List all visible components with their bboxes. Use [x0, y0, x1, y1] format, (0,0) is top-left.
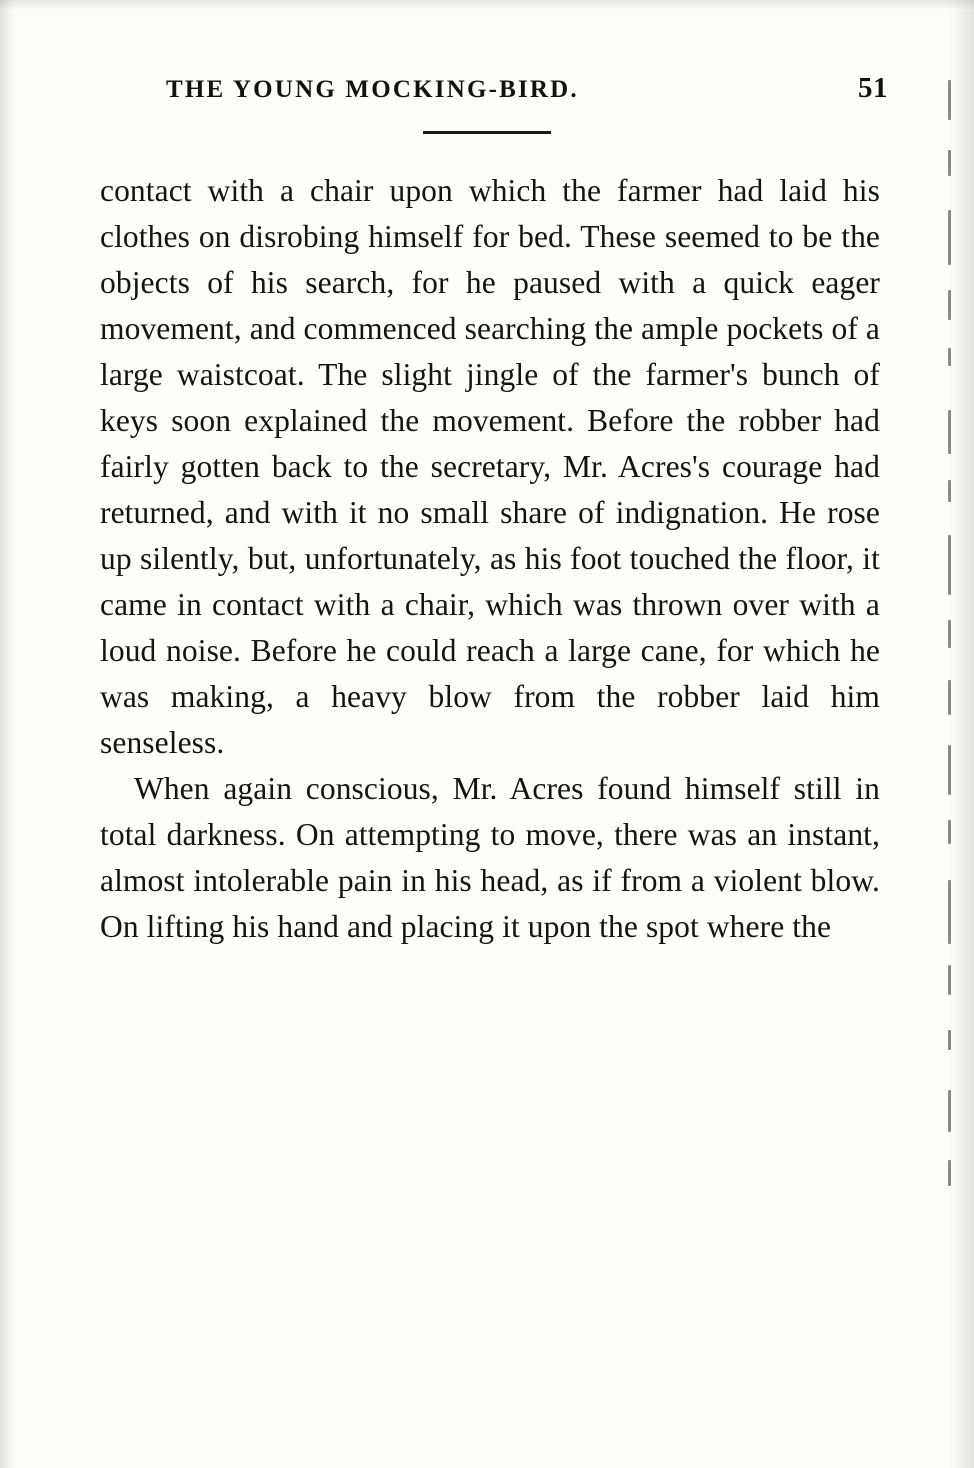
page-edge-shadow-top [0, 0, 974, 10]
body-paragraph: contact with a chair upon which the farmer had laid his clothes on disrobing himself for bed. These seemed to be the objects of his search, for he paused with a quick eager movement, and commenced searching the ample pockets of a large waistcoat. The slight jingle of the farmer's bunch of keys soon explained the movement. Before the robber had fairly gotten back to the secretary, Mr. Acres's courage had returned, and with it no small share of indignation. He rose up silently, but, unfortunately, as his foot touched the floor, it came in contact with a chair, which was thrown over with a loud noise. Before he could reach a large cane, for which he was making, a heavy blow from the robber laid him senseless. [100, 173, 880, 760]
running-head: THE YOUNG MOCKING-BIRD. [166, 76, 579, 103]
page-edge-shadow-right [948, 0, 974, 1468]
page-number: 51 [858, 72, 888, 104]
body-paragraph: When again conscious, Mr. Acres found himself still in total darkness. On attempting to move, there was an instant, almost intolerable pain in his head, as if from a violent blow. On lifting his hand and placing it upon the spot where the [100, 771, 880, 944]
page-body-text [100, 168, 880, 950]
gutter-speckles [948, 80, 956, 1200]
page-edge-shadow-left [0, 0, 14, 1468]
page-header [96, 72, 888, 112]
header-rule [423, 131, 551, 134]
